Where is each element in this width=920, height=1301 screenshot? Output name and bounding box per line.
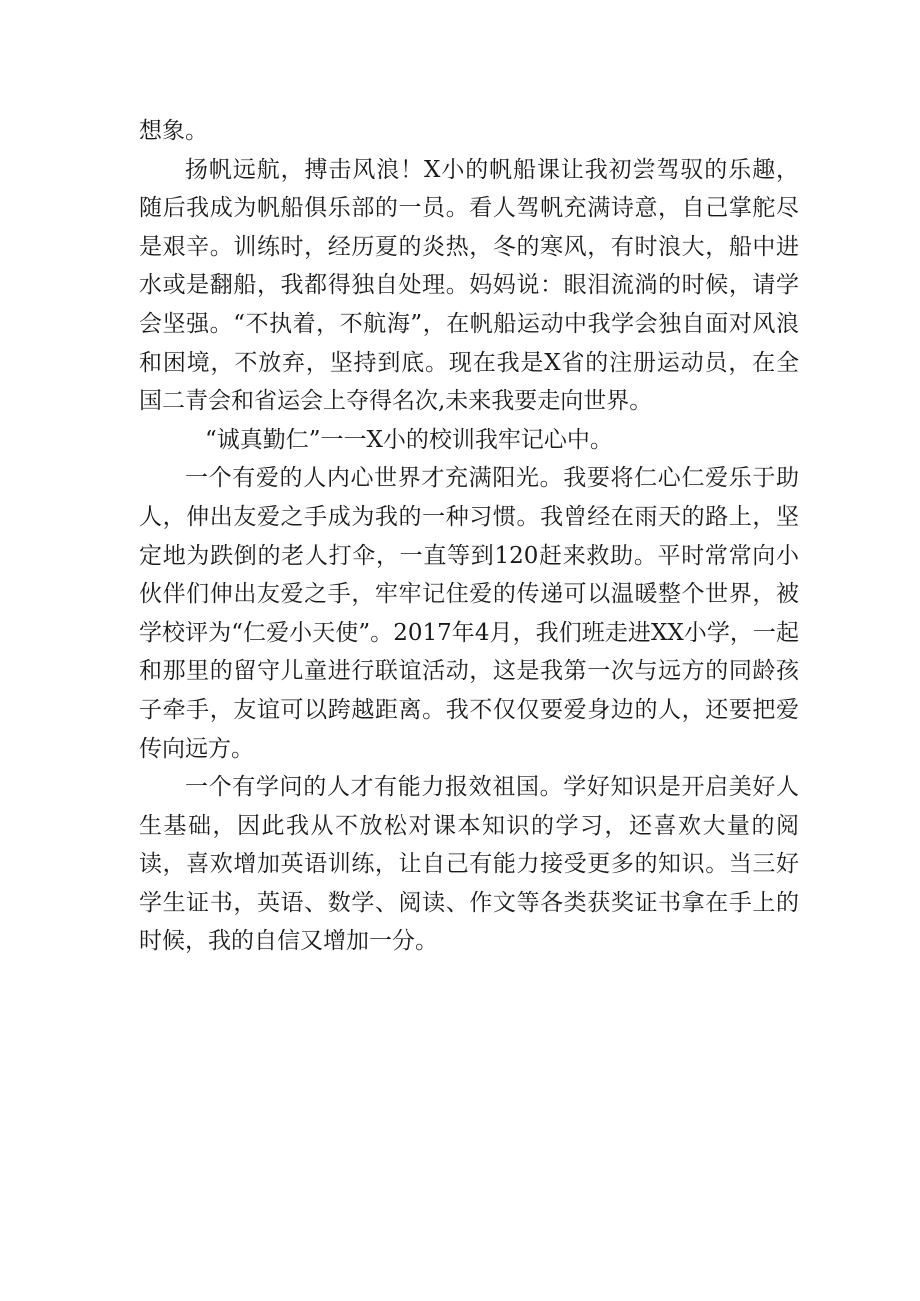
paragraph-continuation: 想象。: [139, 118, 208, 144]
paragraph-learning: 一个有学问的人才有能力报效祖国。学好知识是开启美好人生基础，因此我从不放松对课本知识的学习，还喜欢大量的阅读，喜欢增加英语训练，让自己有能力接受更多的知识。当三好学生证书，英语、数学、阅读、作文等各类获奖证书拿在手上的时候，我的自信又增加一分。: [139, 774, 799, 955]
paragraph-kindness: 一个有爱的人内心世界才充满阳光。我要将仁心仁爱乐于助人，伸出友爱之手成为我的一种习惯。我曾经在雨天的路上，坚定地为跌倒的老人打伞，一直等到120赶来救助。平时常常向小伙伴们伸出友爱之手，牢牢记住爱的传递可以温暖整个世界，被学校评为“仁爱小天使”。2017年4月，我们班走进XX小学，一起和那里的留守儿童进行联谊活动，这是我第一次与远方的同龄孩子牵手，友谊可以跨越距离。我不仅仅要爱身边的人，还要把爱传向远方。: [139, 465, 799, 762]
paragraph-school-motto: “诚真勤仁”一一X小的校训我牢记心中。: [205, 426, 613, 453]
paragraph-sailing: 扬帆远航，搏击风浪！X小的帆船课让我初尝驾驭的乐趣，随后我成为帆船俱乐部的一员。看人驾帆充满诗意，自己掌舵尽是艰辛。训练时，经历夏的炎热，冬的寒风，有时浪大，船中进水或是翻船，我都得独自处理。妈妈说：眼泪流淌的时候，请学会坚强。“不执着，不航海”，在帆船运动中我学会独自面对风浪和困境，不放弃，坚持到底。现在我是X省的注册运动员，在全国二青会和省运会上夺得名次,未来我要走向世界。: [139, 156, 799, 415]
body-text: [139, 112, 799, 961]
